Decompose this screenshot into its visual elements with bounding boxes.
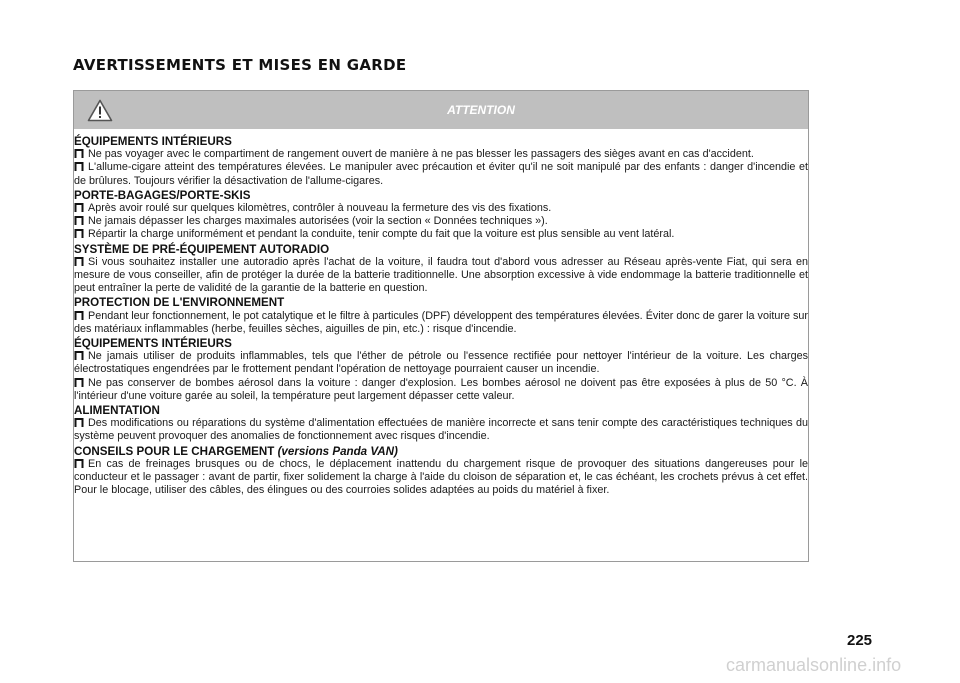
bullet-paragraph xyxy=(74,458,808,498)
bullet-square-icon xyxy=(74,162,84,171)
bullet-square-icon xyxy=(74,378,84,387)
paragraph-text: Des modifications ou réparations du système d'alimentation effectuées de manière incorrecte et sans tenir compte des caractéristiques techniques du système peuvent provoquer des anomalies de fonctionnement avec risques d'incendie. xyxy=(74,417,808,443)
section-heading xyxy=(74,189,808,202)
attention-box xyxy=(73,90,809,562)
bullet-square-icon xyxy=(74,149,84,158)
section-heading-text: ALIMENTATION xyxy=(74,404,160,418)
bullet-paragraph xyxy=(74,417,808,443)
watermark: carmanualsonline.info xyxy=(726,655,902,675)
page-title: AVERTISSEMENTS ET MISES EN GARDE xyxy=(73,56,407,74)
section-heading-text: PORTE-BAGAGES/PORTE-SKIS xyxy=(74,188,251,202)
bullet-paragraph xyxy=(74,215,808,228)
section-heading xyxy=(74,404,808,417)
bullet-square-icon xyxy=(74,311,84,320)
paragraph-text: Ne pas voyager avec le compartiment de rangement ouvert de manière à ne pas blesser les passagers des sièges avant en cas d'accident. xyxy=(88,148,754,161)
bullet-square-icon xyxy=(74,216,84,225)
bullet-paragraph xyxy=(74,148,808,161)
paragraph-text: Si vous souhaitez installer une autoradio après l'achat de la voiture, il faudra tout d'abord vous adresser au Réseau après-vente Fiat, qui sera en mesure de vous conseiller, afin de protéger la durée de la batterie traditionnelle. Une absorption excessive à vide endommage la batterie traditionnelle et peut entraîner la perte de validité de la garantie de la batterie en question. xyxy=(74,255,808,295)
paragraph-text: L'allume-cigare atteint des températures élevées. Le manipuler avec précaution et éviter qu'il ne soit manipulé par des enfants : danger d'incendie et de brûlures. Toujours vérifier la désactivation de l'allume-cigares. xyxy=(74,161,808,187)
section-heading-text: ÉQUIPEMENTS INTÉRIEURS xyxy=(74,337,232,351)
bullet-paragraph xyxy=(74,256,808,296)
paragraph-text: En cas de freinages brusques ou de chocs, le déplacement inattendu du chargement risque de provoquer des situations dangereuses pour le conducteur et le passager : avant de partir, fixer solidement la charge à l'aide du cloison de séparation et, le cas échéant, les crochets prévus à cet effet. Pour le blocage, utiliser des câbles, des élingues ou des courroies solides adaptées au poids du matériel à fixer. xyxy=(74,457,808,497)
bullet-square-icon xyxy=(74,229,84,238)
paragraph-text: Répartir la charge uniformément et pendant la conduite, tenir compte du fait que la voiture est plus sensible au vent latéral. xyxy=(88,228,675,241)
bullet-square-icon xyxy=(74,257,84,266)
section-heading-text: ÉQUIPEMENTS INTÉRIEURS xyxy=(74,135,232,148)
paragraph-text: Ne jamais utiliser de produits inflammables, tels que l'éther de pétrole ou l'essence rectifiée pour nettoyer l'intérieur de la voiture. Les charges électrostatiques engendrées par le frottement pendant l'opération de nettoyage pourraient causer un incendie. xyxy=(74,350,808,376)
page-number: 225 xyxy=(847,632,873,649)
section-heading-text: PROTECTION DE L'ENVIRONNEMENT xyxy=(74,296,285,310)
section-heading xyxy=(74,243,808,256)
bullet-paragraph xyxy=(74,377,808,403)
section-heading xyxy=(74,337,808,350)
section-heading xyxy=(74,135,808,148)
bullet-paragraph xyxy=(74,202,808,215)
bullet-paragraph xyxy=(74,310,808,336)
bullet-square-icon xyxy=(74,459,84,468)
section-heading-text: CONSEILS POUR LE CHARGEMENT xyxy=(74,444,275,458)
section-heading-text: SYSTÈME DE PRÉ-ÉQUIPEMENT AUTORADIO xyxy=(74,242,330,256)
bullet-square-icon xyxy=(74,418,84,427)
attention-content xyxy=(74,129,808,497)
paragraph-text: Après avoir roulé sur quelques kilomètres, contrôler à nouveau la fermeture des vis des fixations. xyxy=(88,202,552,215)
bullet-square-icon xyxy=(74,351,84,360)
section-heading-note: (versions Panda VAN) xyxy=(277,444,398,458)
bullet-paragraph xyxy=(74,161,808,187)
paragraph-text: Ne jamais dépasser les charges maximales autorisées (voir la section « Données techniques »). xyxy=(88,215,548,228)
bullet-paragraph xyxy=(74,350,808,376)
bullet-paragraph xyxy=(74,228,808,241)
attention-header xyxy=(74,91,808,129)
paragraph-text: Pendant leur fonctionnement, le pot catalytique et le filtre à particules (DPF) développent des températures élevées. Éviter donc de garer la voiture sur des matériaux inflammables (herbe, feuilles sèches, aiguilles de pin, etc.) : risque d'incendie. xyxy=(74,309,808,335)
bullet-square-icon xyxy=(74,203,84,212)
attention-title: ATTENTION xyxy=(447,103,515,117)
section-heading xyxy=(74,296,808,309)
section-heading xyxy=(74,445,808,458)
paragraph-text: Ne pas conserver de bombes aérosol dans la voiture : danger d'explosion. Les bombes aérosol ne doivent pas être exposées à plus de 50 °C. À l'intérieur d'une voiture garée au soleil, la température peut largement dépasser cette valeur. xyxy=(74,376,808,402)
